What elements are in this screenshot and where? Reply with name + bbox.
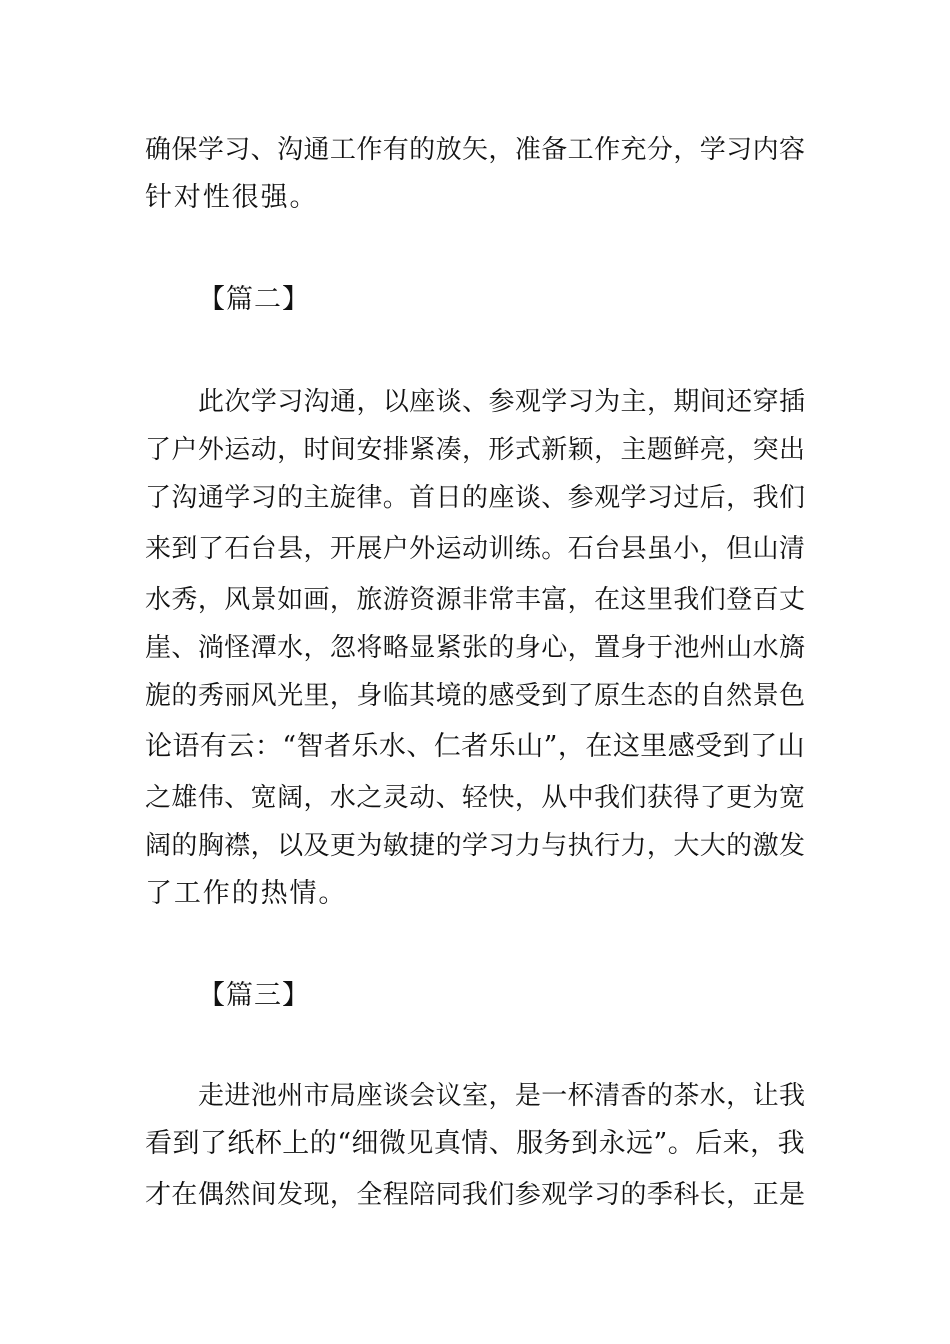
section-heading: 【篇三】	[198, 980, 310, 1011]
paragraph-line: 走进池州市局座谈会议室，是一杯清香的茶水，让我	[198, 1081, 805, 1111]
paragraph-line: 才在偶然间发现，全程陪同我们参观学习的季科长，正是	[145, 1180, 805, 1210]
paragraph-line: 看到了纸杯上的“细微见真情、服务到永远”。后来，我	[145, 1128, 805, 1159]
paragraph-line: 论语有云：“智者乐水、仁者乐山”，在这里感受到了山	[145, 731, 805, 762]
paragraph-line: 之雄伟、宽阔，水之灵动、轻快，从中我们获得了更为宽	[145, 783, 805, 813]
paragraph-line: 针对性很强。	[145, 182, 319, 213]
paragraph-line: 崖、淌怪潭水，忽将略显紧张的身心，置身于池州山水旖	[145, 633, 805, 663]
paragraph-line: 了工作的热情。	[145, 878, 348, 909]
paragraph-line: 来到了石台县，开展户外运动训练。石台县虽小，但山清	[145, 534, 805, 564]
paragraph-line: 旎的秀丽风光里，身临其境的感受到了原生态的自然景色	[145, 681, 805, 711]
paragraph-line: 水秀，风景如画，旅游资源非常丰富，在这里我们登百丈	[145, 585, 805, 615]
section-heading: 【篇二】	[198, 284, 310, 315]
paragraph-line: 了户外运动，时间安排紧凑，形式新颖，主题鲜亮，突出	[145, 435, 805, 465]
paragraph-line: 确保学习、沟通工作有的放矢，准备工作充分，学习内容	[145, 135, 805, 165]
paragraph-line: 了沟通学习的主旋律。首日的座谈、参观学习过后，我们	[145, 483, 805, 513]
paragraph-line: 此次学习沟通，以座谈、参观学习为主，期间还穿插	[198, 387, 805, 417]
paragraph-line: 阔的胸襟，以及更为敏捷的学习力与执行力，大大的激发	[145, 831, 805, 861]
